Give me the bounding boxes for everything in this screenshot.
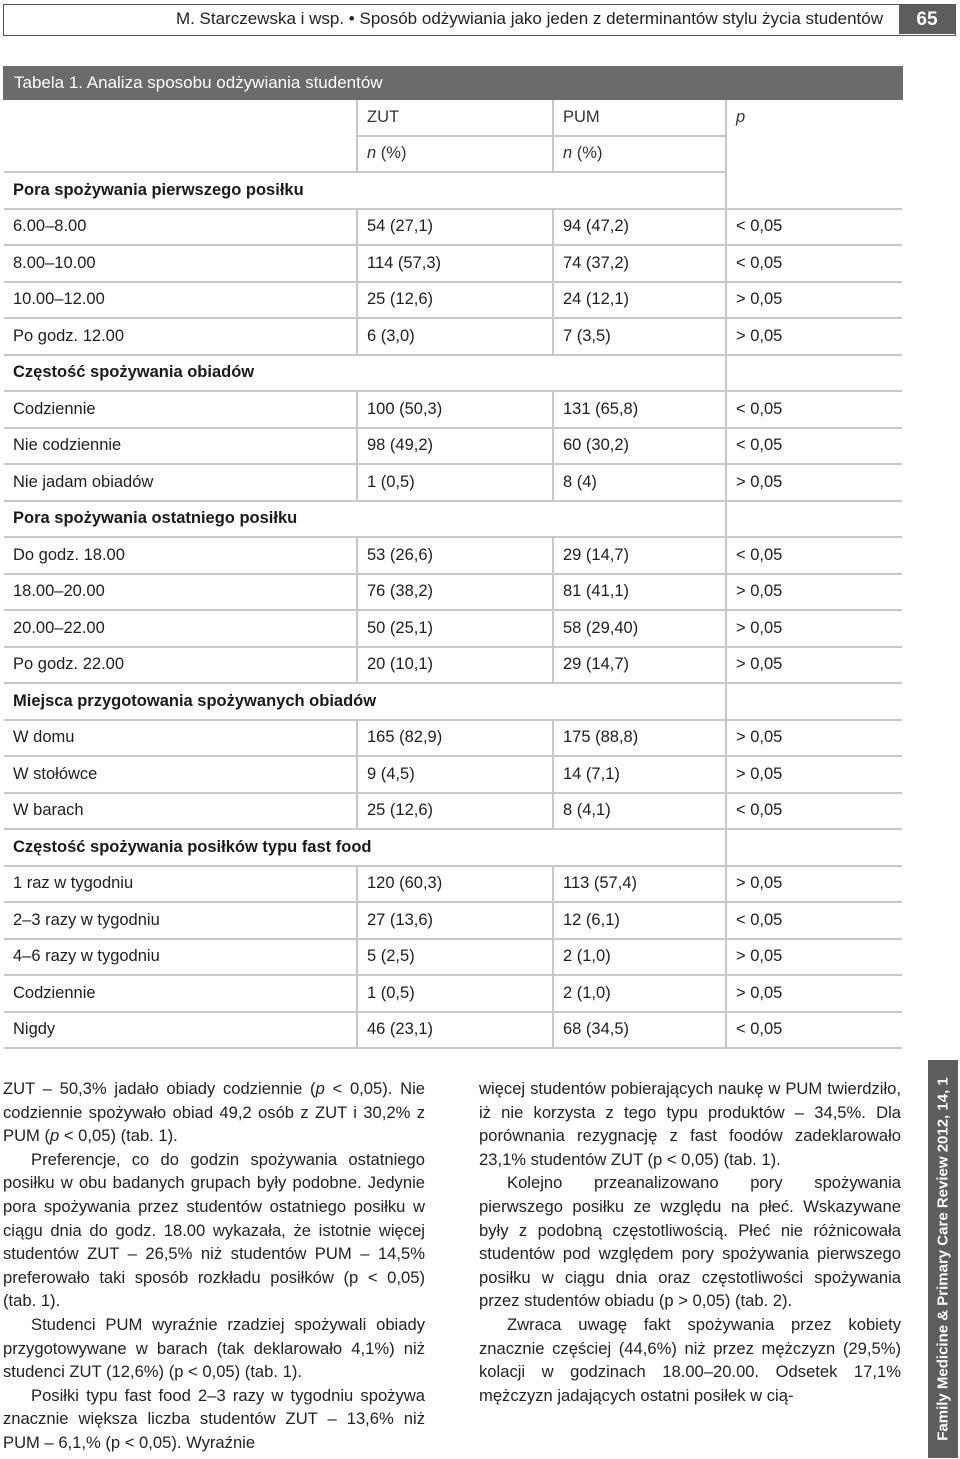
cell-label: Po godz. 12.00 <box>4 318 357 355</box>
cell-zut: 1 (0,5) <box>357 464 553 501</box>
subheader-zut: n (%) <box>357 136 553 173</box>
table-row <box>4 318 902 355</box>
cell-zut: 6 (3,0) <box>357 318 553 355</box>
text-column-right <box>479 1077 901 1407</box>
table-subheader-row <box>4 136 902 173</box>
cell-zut: 54 (27,1) <box>357 209 553 246</box>
cell-label: W barach <box>4 793 357 830</box>
cell-zut: 46 (23,1) <box>357 1012 553 1049</box>
cell-pum: 175 (88,8) <box>553 720 726 757</box>
cell-p: > 0,05 <box>726 866 902 903</box>
cell-p: > 0,05 <box>726 318 902 355</box>
table-header-row <box>4 99 902 136</box>
cell-zut: 1 (0,5) <box>357 975 553 1012</box>
cell-label: 2–3 razy w tygodniu <box>4 902 357 939</box>
cell-label: W stołówce <box>4 756 357 793</box>
journal-name: Family Medicine & Primary Care Review 2012, 14, 1 <box>934 1077 952 1441</box>
cell-p: > 0,05 <box>726 756 902 793</box>
table-caption: Tabela 1. Analiza sposobu odżywiania studentów <box>4 67 902 99</box>
section-title: Częstość spożywania obiadów <box>4 355 726 392</box>
cell-zut: 100 (50,3) <box>357 391 553 428</box>
cell-label: Codziennie <box>4 391 357 428</box>
paragraph: Studenci PUM wyraźnie rzadziej spożywali obiady przygotowywane w barach (tak deklarowało 4,1%) niż studenci ZUT (12,6%) (p < 0,05) (tab. 1). <box>3 1314 425 1382</box>
cell-label: Codziennie <box>4 975 357 1012</box>
cell-zut: 120 (60,3) <box>357 866 553 903</box>
cell-label: 6.00–8.00 <box>4 209 357 246</box>
cell-p: > 0,05 <box>726 975 902 1012</box>
cell-label: Nie codziennie <box>4 428 357 465</box>
table-caption-row <box>4 67 902 99</box>
cell-p: > 0,05 <box>726 647 902 684</box>
cell-p: > 0,05 <box>726 939 902 976</box>
cell-pum: 94 (47,2) <box>553 209 726 246</box>
cell-pum: 8 (4) <box>553 464 726 501</box>
section-title: Miejsca przygotowania spożywanych obiadów <box>4 683 726 720</box>
cell-p: > 0,05 <box>726 282 902 319</box>
cell-pum: 60 (30,2) <box>553 428 726 465</box>
cell-pum: 29 (14,7) <box>553 537 726 574</box>
subheader-pum: n (%) <box>553 136 726 173</box>
cell-label: 20.00–22.00 <box>4 610 357 647</box>
cell-zut: 5 (2,5) <box>357 939 553 976</box>
cell-pum: 2 (1,0) <box>553 975 726 1012</box>
cell-pum: 131 (65,8) <box>553 391 726 428</box>
cell-zut: 98 (49,2) <box>357 428 553 465</box>
cell-p: > 0,05 <box>726 464 902 501</box>
paragraph: Preferencje, co do godzin spożywania ostatniego posiłku w obu badanych grupach były podobne. Jedynie pora spożywania przez studentów ostatniego posiłku w ciągu dnia do godz. 18.00 wykazała, że istotnie więcej studentów ZUT – 26,5% niż studentów PUM – 14,5% preferowało taki sposób rozkładu posiłków (p < 0,05) (tab. 1). <box>3 1149 425 1311</box>
cell-pum: 2 (1,0) <box>553 939 726 976</box>
table-row <box>4 391 902 428</box>
cell-p: > 0,05 <box>726 610 902 647</box>
table-section-row <box>4 501 902 538</box>
paragraph: ZUT – 50,3% jadało obiady codziennie (p < 0,05). Nie codziennie spożywało obiad 49,2 osób z ZUT i 30,2% z PUM (p < 0,05) (tab. 1). <box>3 1079 425 1146</box>
cell-p: < 0,05 <box>726 391 902 428</box>
table-row <box>4 975 902 1012</box>
cell-pum: 81 (41,1) <box>553 574 726 611</box>
cell-p: < 0,05 <box>726 428 902 465</box>
section-title: Częstość spożywania posiłków typu fast food <box>4 829 726 866</box>
table-section-row <box>4 829 902 866</box>
table-row <box>4 537 902 574</box>
table-section-row <box>4 683 902 720</box>
paragraph: Kolejno przeanalizowano pory spożywania pierwszego posiłku ze względu na płeć. Wskazywane były z podobną częstotliwością. Płeć nie różnicowała studentów pod względem pory spożywania pierwszego posiłku w ciągu dnia oraz częstotliwości spożywania przez studentów obiadu (p > 0,05) (tab. 2). <box>479 1173 901 1311</box>
cell-label: 8.00–10.00 <box>4 245 357 282</box>
cell-p: < 0,05 <box>726 245 902 282</box>
cell-p: < 0,05 <box>726 209 902 246</box>
cell-p: < 0,05 <box>726 902 902 939</box>
text-column-left <box>3 1077 425 1455</box>
cell-pum: 12 (6,1) <box>553 902 726 939</box>
cell-label: 10.00–12.00 <box>4 282 357 319</box>
running-title: M. Starczewska i wsp. • Sposób odżywiania jako jeden z determinantów stylu życia studentów <box>175 9 883 28</box>
cell-zut: 50 (25,1) <box>357 610 553 647</box>
table-row <box>4 647 902 684</box>
table-row <box>4 610 902 647</box>
cell-p: > 0,05 <box>726 574 902 611</box>
page-number: 65 <box>899 5 955 34</box>
cell-zut: 114 (57,3) <box>357 245 553 282</box>
cell-pum: 68 (34,5) <box>553 1012 726 1049</box>
table-row <box>4 939 902 976</box>
cell-label: W domu <box>4 720 357 757</box>
cell-zut: 27 (13,6) <box>357 902 553 939</box>
cell-pum: 29 (14,7) <box>553 647 726 684</box>
col-header-zut: ZUT <box>357 99 553 136</box>
cell-label: Nigdy <box>4 1012 357 1049</box>
table-row <box>4 793 902 830</box>
table-row <box>4 464 902 501</box>
cell-p: > 0,05 <box>726 720 902 757</box>
table-row <box>4 720 902 757</box>
table-row <box>4 1012 902 1049</box>
cell-p: < 0,05 <box>726 537 902 574</box>
cell-pum: 113 (57,4) <box>553 866 726 903</box>
cell-pum: 7 (3,5) <box>553 318 726 355</box>
table-row <box>4 866 902 903</box>
cell-pum: 14 (7,1) <box>553 756 726 793</box>
cell-zut: 9 (4,5) <box>357 756 553 793</box>
cell-pum: 74 (37,2) <box>553 245 726 282</box>
running-header <box>3 4 956 36</box>
cell-pum: 8 (4,1) <box>553 793 726 830</box>
col-header-pum: PUM <box>553 99 726 136</box>
table-row <box>4 574 902 611</box>
table-nutrition-analysis <box>3 66 903 1049</box>
table-row <box>4 245 902 282</box>
cell-label: Do godz. 18.00 <box>4 537 357 574</box>
table-row <box>4 902 902 939</box>
cell-label: 1 raz w tygodniu <box>4 866 357 903</box>
cell-zut: 25 (12,6) <box>357 793 553 830</box>
cell-p: < 0,05 <box>726 793 902 830</box>
paragraph: Posiłki typu fast food 2–3 razy w tygodniu spożywa znacznie większa liczba studentów ZUT – 13,6% niż PUM – 6,1,% (p < 0,05). Wyraźnie <box>3 1385 425 1452</box>
cell-label: Nie jadam obiadów <box>4 464 357 501</box>
paragraph: więcej studentów pobierających naukę w PUM twierdziło, iż nie korzysta z tego typu produktów – 34,5%. Dla porównania rezygnację z fast foodów zadeklarowało 23,1% studentów ZUT (p < 0,05) (tab. 1). <box>479 1079 901 1169</box>
table-row <box>4 209 902 246</box>
table-row <box>4 282 902 319</box>
cell-pum: 58 (29,40) <box>553 610 726 647</box>
cell-label: 4–6 razy w tygodniu <box>4 939 357 976</box>
col-header-p: p <box>726 99 902 136</box>
cell-zut: 20 (10,1) <box>357 647 553 684</box>
cell-label: Po godz. 22.00 <box>4 647 357 684</box>
table-row <box>4 428 902 465</box>
table-section-row <box>4 172 902 209</box>
paragraph: Zwraca uwagę fakt spożywania przez kobiety znacznie częściej (44,6%) niż przez mężczyzn (29,5%) kolacji w godzinach 18.00–20.00. Odsetek 17,1% mężczyzn jadających ostatni posiłek w cią- <box>479 1314 901 1405</box>
table-row <box>4 756 902 793</box>
cell-label: 18.00–20.00 <box>4 574 357 611</box>
table-section-row <box>4 355 902 392</box>
cell-zut: 165 (82,9) <box>357 720 553 757</box>
cell-zut: 25 (12,6) <box>357 282 553 319</box>
section-title: Pora spożywania ostatniego posiłku <box>4 501 726 538</box>
cell-pum: 24 (12,1) <box>553 282 726 319</box>
section-title: Pora spożywania pierwszego posiłku <box>4 172 726 209</box>
cell-zut: 53 (26,6) <box>357 537 553 574</box>
cell-p: < 0,05 <box>726 1012 902 1049</box>
journal-side-strip <box>928 1060 958 1458</box>
cell-zut: 76 (38,2) <box>357 574 553 611</box>
